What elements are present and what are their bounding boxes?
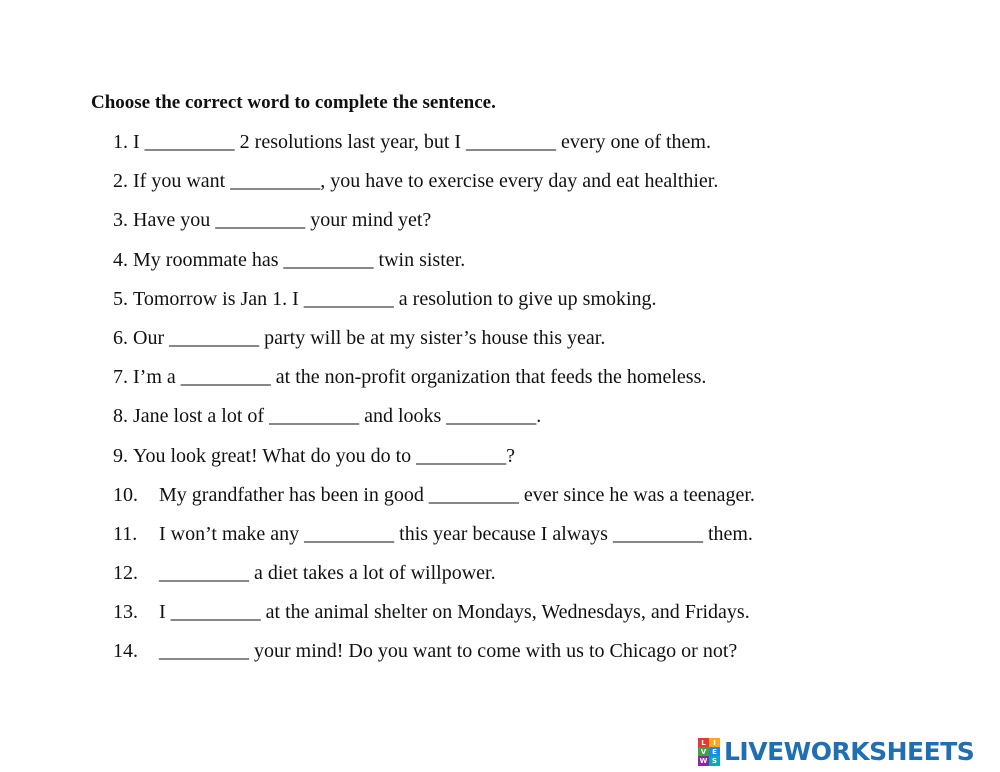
- exercise-list: [113, 129, 755, 678]
- exercise-item: [113, 129, 755, 168]
- item-sentence: Have you _________ your mind yet?: [133, 209, 432, 232]
- item-number: 5.: [113, 287, 128, 310]
- item-sentence: I’m a _________ at the non-profit organization that feeds the homeless.: [133, 366, 707, 389]
- brand-wordmark: LIVEWORKSHEETS: [724, 737, 975, 766]
- item-sentence: I _________ 2 resolutions last year, but I _________ every one of them.: [133, 131, 711, 153]
- item-sentence: You look great! What do you do to _________?: [133, 444, 516, 467]
- item-number: 7.: [113, 366, 128, 389]
- exercise-item: [113, 403, 755, 442]
- item-number: 14.: [113, 640, 138, 663]
- liveworksheets-brand: [698, 738, 974, 766]
- exercise-item: [113, 247, 755, 286]
- item-number: 13.: [113, 601, 138, 624]
- item-sentence: I _________ at the animal shelter on Mondays, Wednesdays, and Fridays.: [159, 601, 750, 624]
- item-sentence: I won’t make any _________ this year because I always _________ them.: [159, 522, 753, 545]
- instruction-heading: Choose the correct word to complete the sentence.: [91, 92, 496, 113]
- item-number: 10.: [113, 483, 138, 506]
- exercise-item: [113, 364, 755, 403]
- exercise-item: [113, 599, 755, 638]
- logo-tile: V: [698, 747, 709, 756]
- item-sentence: Our _________ party will be at my sister’s house this year.: [133, 326, 606, 349]
- item-number: 4.: [113, 248, 128, 271]
- item-number: 6.: [113, 326, 128, 349]
- exercise-item: [113, 560, 755, 599]
- exercise-item: [113, 207, 755, 246]
- item-sentence: My roommate has _________ twin sister.: [133, 248, 466, 271]
- item-sentence: Jane lost a lot of _________ and looks _________.: [133, 405, 542, 428]
- exercise-item: [113, 443, 755, 482]
- logo-tile: W: [699, 757, 708, 765]
- item-number: 12.: [113, 562, 138, 585]
- item-number: 11.: [113, 522, 138, 545]
- item-sentence: If you want _________, you have to exercise every day and eat healthier.: [133, 170, 719, 193]
- exercise-item: [113, 325, 755, 364]
- item-sentence: Tomorrow is Jan 1. I _________ a resolution to give up smoking.: [133, 287, 657, 310]
- exercise-item: [113, 168, 755, 207]
- item-sentence: _________ your mind! Do you want to come with us to Chicago or not?: [159, 640, 738, 663]
- exercise-item: [113, 286, 755, 325]
- item-sentence: _________ a diet takes a lot of willpower.: [159, 562, 496, 585]
- logo-tile: I: [709, 738, 720, 747]
- item-number: 3.: [113, 209, 128, 232]
- item-number: 2.: [113, 170, 128, 193]
- logo-tile: L: [698, 738, 709, 747]
- exercise-item: [113, 521, 755, 560]
- logo-tile: S: [709, 756, 720, 766]
- exercise-item: [113, 638, 755, 677]
- exercise-item: [113, 482, 755, 521]
- item-sentence: My grandfather has been in good _________ ever since he was a teenager.: [159, 483, 755, 506]
- item-number: 8.: [113, 405, 128, 428]
- item-number: 1.: [113, 131, 128, 153]
- logo-tile: E: [709, 747, 720, 756]
- item-number: 9.: [113, 444, 128, 467]
- liveworksheets-logo-icon: [698, 738, 720, 766]
